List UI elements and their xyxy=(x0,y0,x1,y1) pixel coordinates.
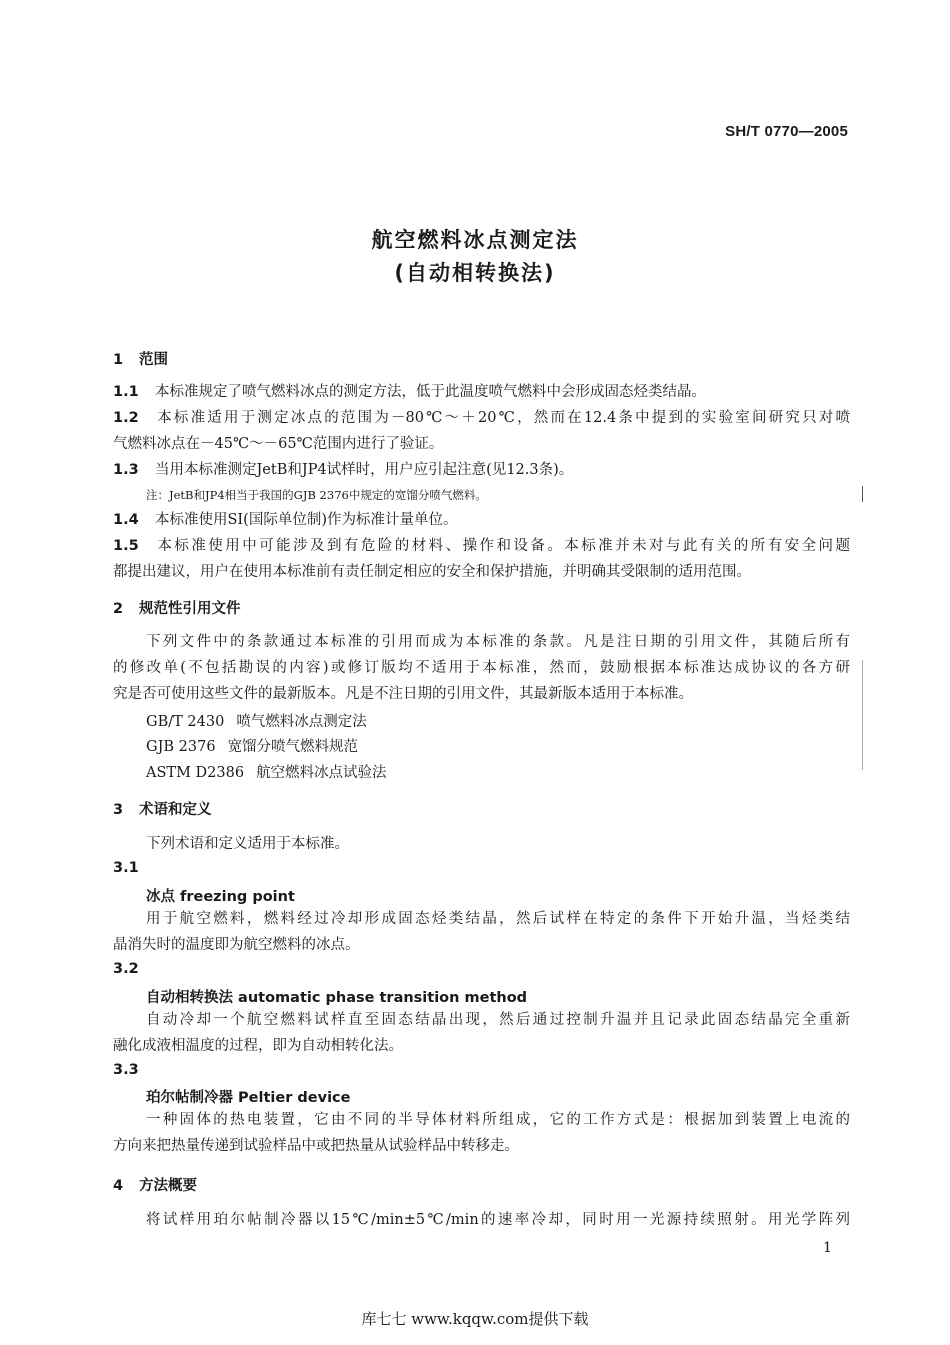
reference-item xyxy=(146,710,367,731)
clause-number: 1.1 xyxy=(113,384,139,400)
term-number: 3.1 xyxy=(113,860,139,876)
section-title: 范围 xyxy=(139,352,168,368)
reference-title: 喷气燃料冰点测定法 xyxy=(236,714,367,730)
reference-item xyxy=(146,735,358,756)
clause-1-5-line-1 xyxy=(113,536,850,556)
clause-number: 1.2 xyxy=(113,410,139,426)
clause-1-2-line-2: 气燃料冰点在－45℃～－65℃范围内进行了验证。 xyxy=(113,436,444,452)
term-heading: 自动相转换法 automatic phase transition method xyxy=(146,990,528,1006)
section-title: 方法概要 xyxy=(139,1178,197,1194)
clause-1-4 xyxy=(113,510,850,530)
clause-text: 本标准规定了喷气燃料冰点的测定方法，低于此温度喷气燃料中会形成固态烃类结晶。 xyxy=(155,384,706,400)
term-definition-line-1: 自动冷却一个航空燃料试样直至固态结晶出现，然后通过控制升温并且记录此固态结晶完全重新 xyxy=(146,1012,850,1028)
term-definition-line-1: 一种固体的热电装置，它由不同的半导体材料所组成，它的工作方式是：根据加到装置上电流的 xyxy=(146,1112,850,1128)
section-1-heading xyxy=(113,348,168,369)
clause-text: 本标准使用SI(国际单位制)作为标准计量单位。 xyxy=(155,512,458,528)
term-definition-line-2: 方向来把热量传递到试验样品中或把热量从试验样品中转移走。 xyxy=(113,1138,519,1154)
term-definition-line-2: 晶消失时的温度即为航空燃料的冰点。 xyxy=(113,937,360,953)
note-text: 注：JetB和JP4相当于我国的GJB 2376中规定的宽馏分喷气燃料。 xyxy=(146,488,487,502)
section-2-para-line-1: 下列文件中的条款通过本标准的引用而成为本标准的条款。凡是注日期的引用文件，其随后所有 xyxy=(146,634,850,650)
reference-item xyxy=(146,761,387,782)
term-definition-line-2: 融化成液相温度的过程，即为自动相转化法。 xyxy=(113,1038,403,1054)
term-heading: 冰点 freezing point xyxy=(146,889,295,905)
reference-title: 航空燃料冰点试验法 xyxy=(256,765,387,781)
clause-1-2-line-1 xyxy=(113,408,850,428)
reference-code: GJB 2376 xyxy=(146,739,216,755)
document-title: 航空燃料冰点测定法 xyxy=(371,228,579,252)
term-number: 3.2 xyxy=(113,961,139,977)
scan-margin-mark xyxy=(862,660,863,770)
section-4-para-line-1: 将试样用珀尔帖制冷器以15℃/min±5℃/min的速率冷却，同时用一光源持续照射。用光学阵列 xyxy=(146,1212,850,1228)
reference-title: 宽馏分喷气燃料规范 xyxy=(227,739,359,755)
clause-number: 1.4 xyxy=(113,512,139,528)
clause-number: 1.5 xyxy=(113,538,139,554)
page-number: 1 xyxy=(823,1240,832,1256)
clause-number: 1.3 xyxy=(113,462,139,478)
section-number: 1 xyxy=(113,352,124,368)
term-definition-line-1: 用于航空燃料，燃料经过冷却形成固态烃类结晶，然后试样在特定的条件下开始升温，当烃类结 xyxy=(146,911,850,927)
section-4-heading xyxy=(113,1174,197,1195)
document-subtitle: (自动相转换法) xyxy=(394,261,556,285)
section-3-intro: 下列术语和定义适用于本标准。 xyxy=(146,836,349,852)
clause-text: 本标准使用中可能涉及到有危险的材料、操作和设备。本标准并未对与此有关的所有安全问题 xyxy=(155,538,850,554)
section-number: 3 xyxy=(113,802,124,818)
section-2-para-line-2: 的修改单(不包括勘误的内容)或修订版均不适用于本标准，然而，鼓励根据本标准达成协议的各方研 xyxy=(113,660,850,676)
clause-text: 本标准适用于测定冰点的范围为－80℃～＋20℃，然而在12.4条中提到的实验室间研究只对喷 xyxy=(155,410,850,426)
scan-margin-mark xyxy=(862,486,863,502)
section-title: 规范性引用文件 xyxy=(139,601,241,617)
term-number: 3.3 xyxy=(113,1062,139,1078)
section-2-heading xyxy=(113,597,241,618)
standard-code: SH/T 0770—2005 xyxy=(725,123,848,140)
term-heading: 珀尔帖制冷器 Peltier device xyxy=(146,1090,351,1106)
download-footer: 库七七 www.kqqw.com提供下载 xyxy=(361,1310,589,1328)
section-number: 2 xyxy=(113,601,124,617)
section-3-heading xyxy=(113,798,212,819)
section-title: 术语和定义 xyxy=(139,802,212,818)
reference-code: GB/T 2430 xyxy=(146,714,225,730)
clause-1-1 xyxy=(113,382,850,402)
reference-code: ASTM D2386 xyxy=(146,765,245,781)
clause-1-5-line-2: 都提出建议，用户在使用本标准前有责任制定相应的安全和保护措施，并明确其受限制的适用范围。 xyxy=(113,564,751,580)
clause-1-3 xyxy=(113,460,850,480)
section-2-para-line-3: 究是否可使用这些文件的最新版本。凡是不注日期的引用文件，其最新版本适用于本标准。 xyxy=(113,686,693,702)
section-number: 4 xyxy=(113,1178,124,1194)
clause-text: 当用本标准测定JetB和JP4试样时，用户应引起注意(见12.3条)。 xyxy=(155,462,574,478)
